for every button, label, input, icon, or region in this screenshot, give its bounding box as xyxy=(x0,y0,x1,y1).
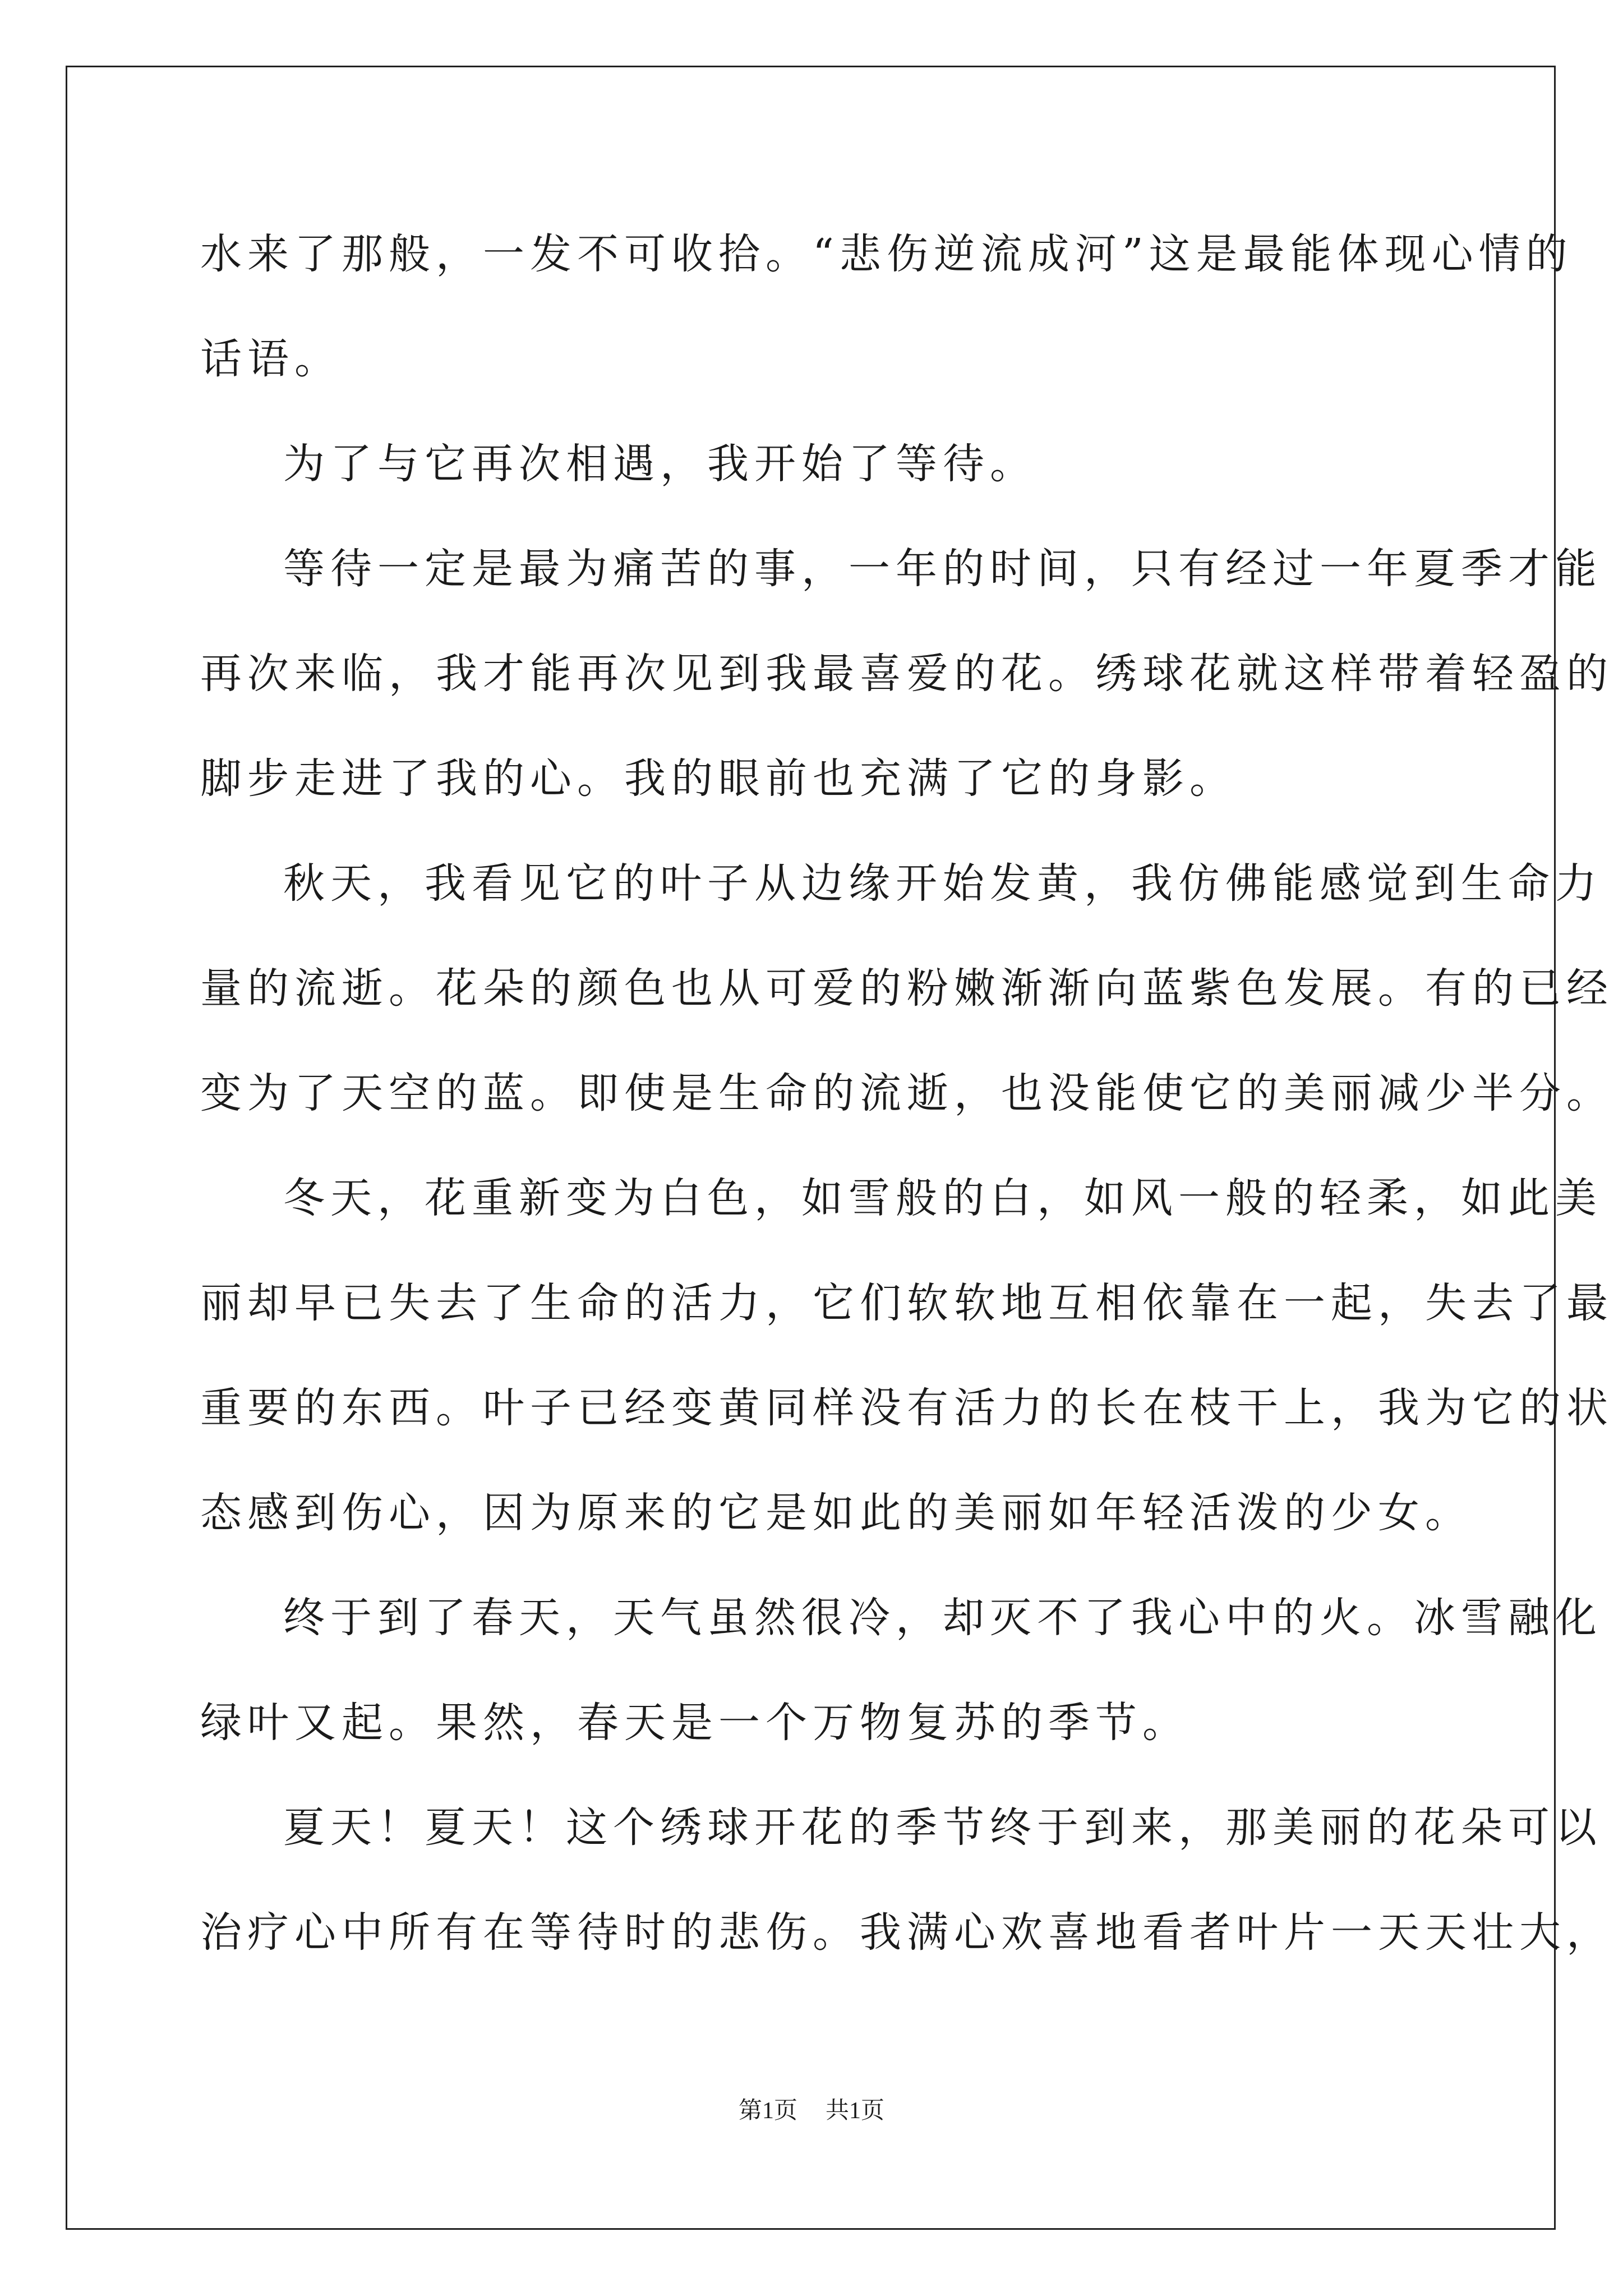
text-line-7: 秋天，我看见它的叶子从边缘开始发黄，我仿佛能感觉到生命力 xyxy=(283,859,1602,908)
text-line-9: 变为了天空的蓝。即使是生命的流逝，也没能使它的美丽减少半分。 xyxy=(200,1069,1613,1117)
text-line-3: 为了与它再次相遇，我开始了等待。 xyxy=(283,440,1037,488)
text-line-1: 水来了那般，一发不可收拾。“悲伤逆流成河”这是最能体现心情的 xyxy=(200,230,1573,278)
text-line-11: 丽却早已失去了生命的活力，它们软软地互相依靠在一起，失去了最 xyxy=(200,1279,1613,1327)
text-line-5: 再次来临，我才能再次见到我最喜爱的花。绣球花就这样带着轻盈的 xyxy=(200,650,1613,698)
text-line-14: 终于到了春天，天气虽然很冷，却灭不了我心中的火。冰雪融化 xyxy=(283,1594,1602,1642)
text-line-6: 脚步走进了我的心。我的眼前也充满了它的身影。 xyxy=(200,754,1237,803)
text-line-12: 重要的东西。叶子已经变黄同样没有活力的长在枝干上，我为它的状 xyxy=(200,1384,1613,1432)
text-line-2: 话语。 xyxy=(200,335,342,383)
text-line-10: 冬天，花重新变为白色，如雪般的白，如风一般的轻柔，如此美 xyxy=(283,1174,1602,1222)
page-total: 共1页 xyxy=(826,2098,885,2124)
body-text xyxy=(200,202,1613,1985)
text-line-16: 夏天！夏天！这个绣球开花的季节终于到来，那美丽的花朵可以 xyxy=(283,1803,1602,1852)
text-line-15: 绿叶又起。果然，春天是一个万物复苏的季节。 xyxy=(200,1699,1189,1747)
page-number: 第1页 xyxy=(738,2098,797,2124)
text-line-13: 态感到伤心，因为原来的它是如此的美丽如年轻活泼的少女。 xyxy=(200,1489,1472,1537)
text-line-17: 治疗心中所有在等待时的悲伤。我满心欢喜地看者叶片一天天壮大， xyxy=(200,1908,1613,1957)
page-footer xyxy=(0,2094,1623,2128)
text-line-8: 量的流逝。花朵的颜色也从可爱的粉嫩渐渐向蓝紫色发展。有的已经 xyxy=(200,964,1613,1013)
text-line-4: 等待一定是最为痛苦的事，一年的时间，只有经过一年夏季才能 xyxy=(283,545,1602,593)
